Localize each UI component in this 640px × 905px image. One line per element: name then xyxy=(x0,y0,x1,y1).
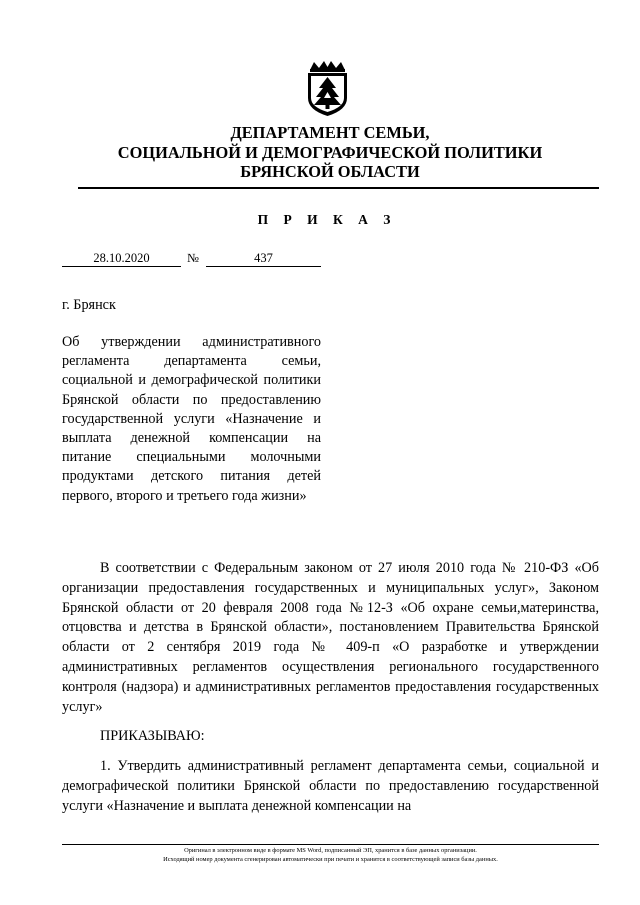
order-word: ПРИКАЗЫВАЮ: xyxy=(100,728,205,745)
number-sign: № xyxy=(187,251,199,265)
header-divider xyxy=(78,187,599,189)
footer-note xyxy=(62,846,599,864)
document-number: 437 xyxy=(206,251,321,267)
preamble-paragraph: В соответствии с Федеральным законом от 27 июля 2010 года № 210-ФЗ «Об организации предоставления государственных и муниципальных услуг», Законом Брянской области от 20 февраля 2008 года №12-З «Об охране семьи,материнства, отцовства и детства в Брянской области», постановлением Правительства Брянской области от 2 сентября 2019 года № 409-п «О разработке и утверждении административных регламентов осуществления регионального государственного контроля (надзора) и административных регламентов предоставления государственных услуг» xyxy=(62,560,599,715)
department-line-3: БРЯНСКОЙ ОБЛАСТИ xyxy=(240,162,420,181)
footer-line-1: Оригинал в электронном виде в формате MS Word, подписанный ЭП, хранится в базе данных организации. xyxy=(184,847,477,854)
footer-line-2: Исходящий номер документа сгенерирован автоматически при печати и хранится в соответствующей записи базы данных. xyxy=(163,856,498,863)
footer-divider xyxy=(62,844,599,845)
document-city: г. Брянск xyxy=(62,297,116,313)
department-line-1: ДЕПАРТАМЕНТ СЕМЬИ, xyxy=(230,123,430,142)
order-item-1: 1. Утвердить административный регламент департамента семьи, социальной и демографической политики Брянской области по предоставлению государственной услуги «Назначение и выплата денежной компенсации на xyxy=(62,758,599,814)
document-body xyxy=(62,559,599,817)
document-type-title: П Р И К А З xyxy=(257,212,397,227)
department-line-2: СОЦИАЛЬНОЙ И ДЕМОГРАФИЧЕСКОЙ ПОЛИТИКИ xyxy=(117,142,543,162)
coat-of-arms-emblem xyxy=(304,60,351,118)
document-subject: Об утверждении административного регламента департамента семьи, социальной и демографической политики Брянской области по предоставлению государственной услуги «Назначение и выплата денежной компенсации на питание специальными молочными продуктами детского питания детей первого, второго и третьего года жизни» xyxy=(62,334,321,504)
department-name xyxy=(60,123,600,182)
document-date: 28.10.2020 xyxy=(62,251,181,267)
